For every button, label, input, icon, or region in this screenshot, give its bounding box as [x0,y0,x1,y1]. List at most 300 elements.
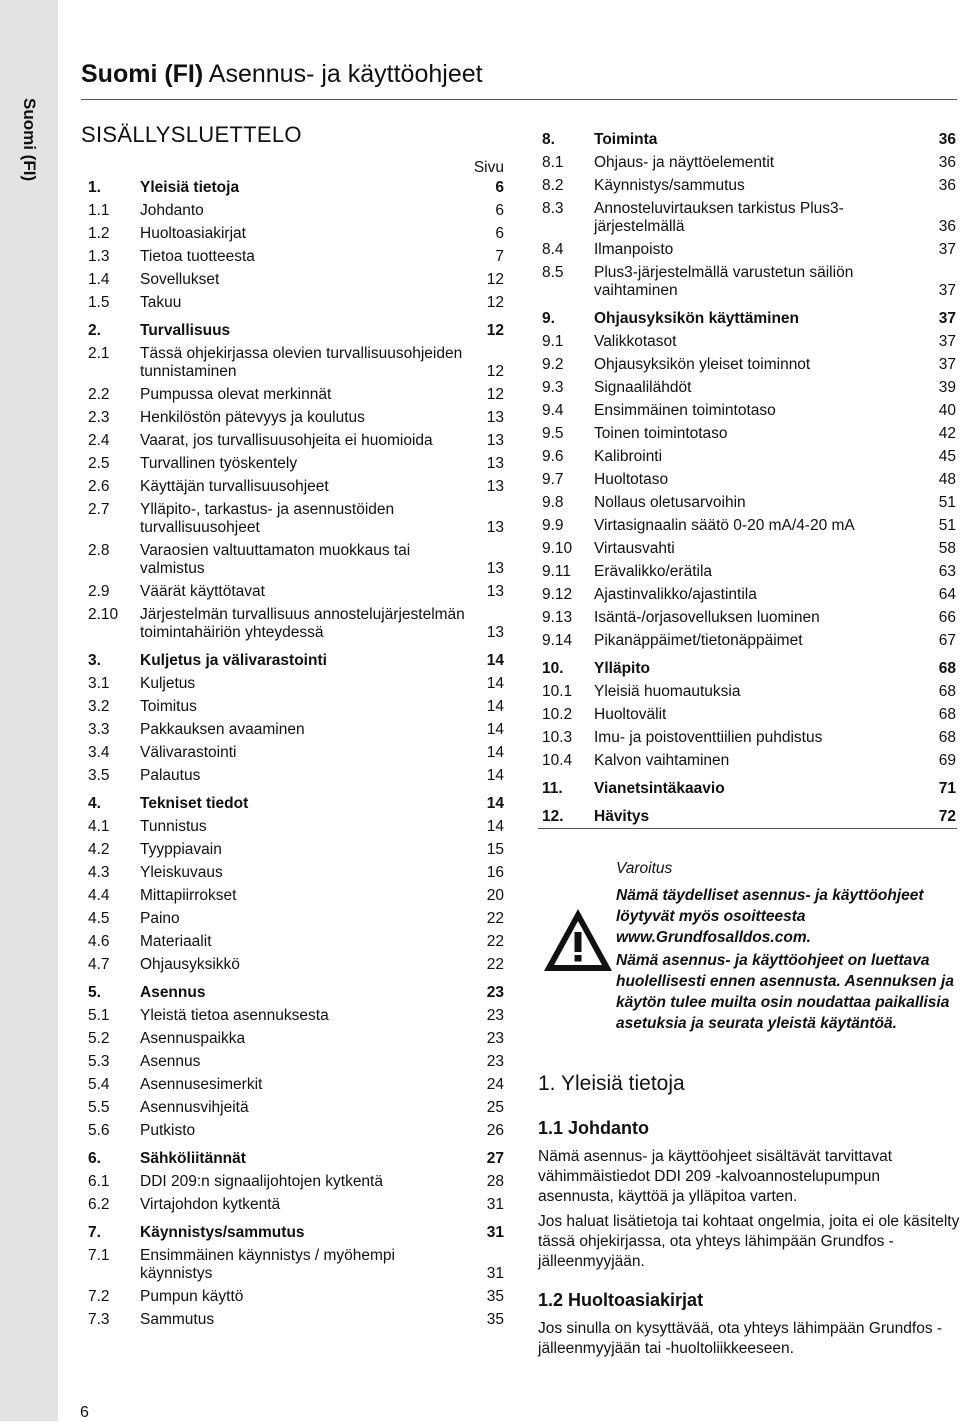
toc-entry-title: Asennusvihjeitä [140,1099,249,1116]
toc-entry-number: 9.9 [542,517,564,534]
toc-entry [88,910,504,928]
subsection-heading: 1.2 Huoltoasiakirjat [538,1290,704,1310]
toc-entry [542,586,956,604]
toc-entry [88,1122,504,1140]
toc-entry-title: Henkilöstön pätevyys ja koulutus [140,409,365,426]
toc-entry-number: 2.2 [88,386,110,403]
toc-entry-page: 37 [938,282,956,299]
toc-entry-title: Sähköliitännät [140,1150,246,1167]
toc-entry-title: Toiminta [594,131,658,148]
toc-entry-title: Materiaalit [140,933,212,950]
toc-entry-title: Tekniset tiedot [140,795,249,812]
toc-entry-title: Huoltotaso [594,471,669,488]
toc-entry-title: Turvallinen työskentely [140,455,298,472]
toc-entry [88,1053,504,1071]
toc-entry [542,264,956,300]
toc-entry [88,455,504,473]
toc-entry [88,248,504,266]
toc-entry-title: Kuljetus ja välivarastointi [140,652,327,669]
toc-entry-title: Pumpussa olevat merkinnät [140,386,332,403]
toc-entry [88,1288,504,1306]
toc-entry-title: Palautus [140,767,201,784]
toc-entry-title: Ohjausyksikkö [140,956,240,973]
toc-entry-page: 13 [486,519,504,536]
toc-entry-number: 4.4 [88,887,110,904]
toc-entry-number: 11. [542,780,563,797]
toc-entry-page: 20 [486,887,504,904]
toc-entry-title: Ohjausyksikön käyttäminen [594,310,800,327]
toc-entry-number: 4.6 [88,933,110,950]
toc-entry-number: 2.3 [88,409,110,426]
toc-entry-number: 8.1 [542,154,564,171]
toc-entry-number: 1.2 [88,225,110,242]
toc-entry-number: 8.5 [542,264,564,281]
toc-entry-number: 2. [88,322,101,339]
toc-entry [542,356,956,374]
toc-entry [88,698,504,716]
warning-box [616,858,958,1036]
toc-entry-page: 27 [486,1150,504,1167]
toc-entry-number: 5.1 [88,1007,110,1024]
toc-entry-number: 9.2 [542,356,564,373]
toc-entry [542,177,956,195]
toc-entry [88,818,504,836]
toc-entry-page: 14 [486,721,504,738]
toc-entry [542,379,956,397]
toc-entry-page: 14 [486,675,504,692]
toc-entry [542,241,956,259]
toc-entry-title: Huoltoasiakirjat [140,225,246,242]
toc-entry-title: Valikkotasot [594,333,677,350]
toc-entry-number: 7.2 [88,1288,110,1305]
toc-entry-title: Ajastinvalikko/ajastintila [594,586,757,603]
toc-entry-title: Tyyppiavain [140,841,222,858]
toc-entry-page: 37 [938,356,956,373]
subsection-heading: 1.1 Johdanto [538,1118,650,1138]
toc-entry-page: 23 [486,1030,504,1047]
toc-entry-number: 9.5 [542,425,564,442]
toc-entry-number: 1.3 [88,248,110,265]
toc-entry-number: 2.4 [88,432,110,449]
toc-entry-title: Virtausvahti [594,540,675,557]
toc-entry-title: Sovellukset [140,271,220,288]
toc-entry [542,706,956,724]
toc-entry-page: 12 [486,386,504,403]
toc-entry [542,425,956,443]
toc-entry-page: 13 [486,432,504,449]
toc-entry-number: 1. [88,179,101,196]
toc-entry-number: 10. [542,660,564,677]
toc-entry-title: Takuu [140,294,182,311]
toc-entry-number: 2.6 [88,478,110,495]
toc-entry-number: 2.5 [88,455,110,472]
toc-chapter-entry [88,1224,504,1242]
toc-chapter-entry [88,1150,504,1168]
toc-entry-number: 8.3 [542,200,564,217]
toc-entry-number: 6.2 [88,1196,110,1213]
toc-entry-page: 36 [938,154,956,171]
toc-entry-page: 12 [486,271,504,288]
toc-entry-number: 9.11 [542,563,572,580]
toc-entry-number: 3.1 [88,675,110,692]
toc-entry-title: Ylläpito-, tarkastus- ja asennustöiden turvallisuusohjeet [140,501,395,536]
toc-entry-title: Toimitus [140,698,197,715]
toc-entry-page: 6 [495,179,504,196]
toc-entry-title: Erävalikko/erätila [594,563,713,580]
toc-entry-number: 5.5 [88,1099,110,1116]
warning-triangle-icon [541,906,615,974]
toc-entry-title: Turvallisuus [140,322,231,339]
toc-entry-page: 51 [938,494,956,511]
toc-entry [88,744,504,762]
toc-entry-title: Yleiskuvaus [140,864,223,881]
toc-entry-page: 15 [486,841,504,858]
toc-entry-page: 68 [938,729,956,746]
toc-entry [542,563,956,581]
toc-entry-number: 8.4 [542,241,564,258]
toc-entry-page: 13 [486,409,504,426]
toc-entry-title: Huoltovälit [594,706,667,723]
toc-entry-number: 2.7 [88,501,110,518]
toc-entry-number: 10.1 [542,683,573,700]
toc-entry [88,294,504,312]
toc-entry [542,540,956,558]
warning-paragraph: Nämä asennus- ja käyttöohjeet on luettava huolellisesti ennen asennusta. Asennuksen ja käytön tulee muilta osin noudattaa paikallisia asetuksia ja seurata yleistä käytäntöä. [616,952,954,1032]
toc-entry-page: 14 [486,767,504,784]
toc-entry-number: 5.2 [88,1030,110,1047]
page-title-text: Asennus- ja käyttöohjeet [208,60,483,88]
toc-entry [88,478,504,496]
toc-entry-number: 9.4 [542,402,564,419]
page-title [81,60,483,89]
toc-chapter-entry [88,984,504,1002]
toc-entry-number: 8.2 [542,177,564,194]
toc-chapter-entry [88,322,504,340]
toc-entry-page: 25 [486,1099,504,1116]
toc-page-column-label: Sivu [473,159,504,176]
toc-entry-page: 64 [938,586,956,603]
toc-entry [88,432,504,450]
toc-entry-title: Käyttäjän turvallisuusohjeet [140,478,329,495]
toc-entry-page: 13 [486,583,504,600]
toc-entry-title: Väärät käyttötavat [140,583,265,600]
toc-entry-title: Varaosien valtuuttamaton muokkaus tai valmistus [140,542,411,577]
toc-entry [88,887,504,905]
toc-entry-number: 5.6 [88,1122,110,1139]
toc-right-column [542,131,956,826]
toc-entry-title: Isäntä-/orjasovelluksen luominen [594,609,820,626]
toc-entry-title: Tietoa tuotteesta [140,248,255,265]
toc-entry-page: 23 [486,1007,504,1024]
toc-entry-title: Johdanto [140,202,204,219]
toc-entry [88,1099,504,1117]
toc-entry-page: 24 [486,1076,504,1093]
toc-entry-page: 13 [486,478,504,495]
toc-entry-page: 13 [486,455,504,472]
toc-entry-number: 9.13 [542,609,573,626]
toc-entry-number: 5. [88,984,101,1001]
toc-entry [88,606,504,642]
toc-entry-number: 3. [88,652,101,669]
toc-entry-page: 7 [495,248,504,265]
toc-entry-page: 66 [938,609,956,626]
toc-entry-number: 6. [88,1150,101,1167]
toc-entry [88,225,504,243]
toc-entry [542,448,956,466]
toc-entry-title: Virtajohdon kytkentä [140,1196,281,1213]
toc-entry-number: 5.4 [88,1076,110,1093]
toc-entry-page: 72 [938,808,956,825]
toc-entry-title: Tässä ohjekirjassa olevien turvallisuusohjeiden tunnistaminen [140,345,463,380]
toc-entry-title: Asennuspaikka [140,1030,246,1047]
toc-entry-title: Yleisiä huomautuksia [594,683,741,700]
toc-entry-title: Annosteluvirtauksen tarkistus Plus3-järjestelmällä [594,200,844,235]
toc-entry-page: 22 [486,956,504,973]
toc-entry [88,583,504,601]
toc-entry-number: 9.12 [542,586,573,603]
toc-entry-number: 9. [542,310,555,327]
toc-entry [88,1247,504,1283]
toc-entry-number: 1.4 [88,271,110,288]
toc-entry-title: Yleistä tietoa asennuksesta [140,1007,329,1024]
toc-entry-title: Kalvon vaihtaminen [594,752,730,769]
toc-entry-page: 51 [938,517,956,534]
toc-entry-title: Signaalilähdöt [594,379,692,396]
toc-entry-number: 7. [88,1224,101,1241]
toc-entry [88,409,504,427]
toc-entry-title: Ilmanpoisto [594,241,674,258]
toc-entry-number: 5.3 [88,1053,110,1070]
toc-entry-page: 12 [486,363,504,380]
toc-entry-page: 37 [938,241,956,258]
toc-entry-title: Sammutus [140,1311,215,1328]
sidebar-language-label: Suomi (FI) [20,98,39,182]
toc-entry [88,1173,504,1191]
toc-entry-page: 23 [486,984,504,1001]
toc-entry-title: Pumpun käyttö [140,1288,244,1305]
toc-entry-title: Käynnistys/sammutus [140,1224,305,1241]
toc-entry-number: 4.3 [88,864,110,881]
toc-entry-title: Plus3-järjestelmällä varustetun säiliön vaihtaminen [594,264,854,299]
toc-entry-number: 6.1 [88,1173,110,1190]
toc-entry [542,729,956,747]
toc-entry [88,675,504,693]
toc-entry-page: 35 [486,1311,504,1328]
toc-entry-page: 16 [486,864,504,881]
toc-entry [88,933,504,951]
toc-entry-title: Kuljetus [140,675,196,692]
toc-chapter-entry [542,131,956,149]
toc-entry-page: 69 [938,752,956,769]
toc-entry-title: Ylläpito [594,660,650,677]
toc-entry-number: 7.1 [88,1247,110,1264]
toc-entry-page: 12 [486,294,504,311]
toc-entry [542,200,956,236]
toc-entry [88,386,504,404]
toc-entry [542,402,956,420]
toc-entry [542,609,956,627]
toc-entry-number: 2.10 [88,606,119,623]
toc-entry-number: 9.8 [542,494,564,511]
page-title-language: Suomi (FI) [81,60,204,88]
toc-chapter-entry [542,808,956,826]
toc-entry-number: 2.8 [88,542,110,559]
toc-entry [88,501,504,537]
toc-entry-number: 2.1 [88,345,110,362]
toc-entry [88,271,504,289]
toc-entry-number: 4.1 [88,818,110,835]
toc-entry-number: 1.1 [88,202,110,219]
toc-entry-page: 63 [938,563,956,580]
toc-entry-number: 4. [88,795,101,812]
toc-entry-number: 2.9 [88,583,110,600]
toc-entry-page: 14 [486,698,504,715]
toc-entry-page: 13 [486,624,504,641]
toc-entry-number: 9.6 [542,448,564,465]
toc-entry-page: 68 [938,683,956,700]
toc-chapter-entry [88,795,504,813]
toc-entry-title: Asennus [140,984,206,1001]
toc-entry-page: 37 [938,310,956,327]
toc-entry [542,471,956,489]
toc-entry-title: Imu- ja poistoventtiilien puhdistus [594,729,823,746]
toc-entry-page: 40 [938,402,956,419]
toc-entry-number: 9.3 [542,379,564,396]
toc-entry-title: Vaarat, jos turvallisuusohjeita ei huomioida [140,432,433,449]
toc-entry-title: Kalibrointi [594,448,663,465]
toc-entry-page: 14 [486,744,504,761]
toc-entry-title: Ensimmäinen käynnistys / myöhempi käynnistys [140,1247,395,1282]
toc-entry-number: 3.5 [88,767,110,784]
toc-entry-page: 6 [495,202,504,219]
toc-entry-number: 4.5 [88,910,110,927]
warning-paragraph: Nämä täydelliset asennus- ja käyttöohjeet löytyvät myös osoitteesta www.Grundfosalldos.com. [616,887,924,946]
toc-entry [88,202,504,220]
toc-entry-number: 12. [542,808,564,825]
section-heading: 1. Yleisiä tietoja [538,1072,685,1095]
toc-entry-title: Putkisto [140,1122,196,1139]
toc-entry-page: 26 [486,1122,504,1139]
toc-entry-page: 67 [938,632,956,649]
toc-entry [542,517,956,535]
toc-entry-number: 1.5 [88,294,110,311]
toc-entry-title: Hävitys [594,808,650,825]
toc-entry-title: Nollaus oletusarvoihin [594,494,746,511]
toc-entry-title: Välivarastointi [140,744,237,761]
toc-entry-title: Pakkauksen avaaminen [140,721,305,738]
toc-entry-page: 45 [938,448,956,465]
body-paragraph: Nämä asennus- ja käyttöohjeet sisältävät tarvittavat vähimmäistiedot DDI 209 -kalvoannostelupumpun asennusta, käyttöä ja ylläpitoa varten. [538,1148,893,1205]
toc-entry [88,767,504,785]
toc-entry [88,1311,504,1329]
toc-entry-page: 31 [486,1265,504,1282]
toc-entry-page: 22 [486,933,504,950]
toc-entry [88,345,504,381]
toc-entry-page: 14 [486,818,504,835]
toc-heading: SISÄLLYSLUETTELO [81,122,302,147]
page-number: 6 [80,1404,89,1421]
toc-entry-page: 31 [486,1224,504,1241]
toc-entry [542,333,956,351]
toc-left-column [88,179,504,1329]
header-rule [81,99,957,100]
toc-entry-number: 10.4 [542,752,573,769]
body-paragraph: Jos haluat lisätietoja tai kohtaat ongelmia, joita ei ole käsitelty tässä ohjekirjassa, ota yhteys lähimpään Grundfos -jälleenmyyjään. [538,1213,960,1270]
toc-entry [88,841,504,859]
warning-label: Varoitus [616,860,673,877]
toc-entry-title: Tunnistus [140,818,207,835]
toc-entry-page: 68 [938,660,956,677]
toc-entry [88,956,504,974]
language-sidebar [0,0,58,1421]
toc-entry-page: 13 [486,560,504,577]
toc-chapter-entry [88,652,504,670]
toc-entry-number: 10.3 [542,729,573,746]
toc-entry-title: Pikanäppäimet/tietonäppäimet [594,632,803,649]
toc-entry-page: 42 [938,425,956,442]
toc-entry-page: 6 [495,225,504,242]
toc-entry [88,721,504,739]
toc-entry-page: 28 [486,1173,504,1190]
toc-entry-number: 9.10 [542,540,573,557]
toc-entry-page: 31 [486,1196,504,1213]
toc-entry-title: Järjestelmän turvallisuus annostelujärjestelmän toimintahäiriön yhteydessä [140,606,465,641]
toc-entry [88,1030,504,1048]
toc-entry-title: Asennusesimerkit [140,1076,263,1093]
toc-entry-title: Ohjaus- ja näyttöelementit [594,154,775,171]
toc-entry-number: 8. [542,131,555,148]
toc-entry [88,1076,504,1094]
toc-entry-title: Virtasignaalin säätö 0-20 mA/4-20 mA [594,517,855,534]
toc-entry-title: DDI 209:n signaalijohtojen kytkentä [140,1173,383,1190]
toc-entry-page: 22 [486,910,504,927]
toc-entry-page: 12 [486,322,504,339]
toc-entry-title: Toinen toimintotaso [594,425,728,442]
toc-chapter-entry [542,310,956,328]
toc-entry-number: 3.3 [88,721,110,738]
toc-entry [542,154,956,172]
toc-entry-number: 7.3 [88,1311,110,1328]
toc-entry [88,1007,504,1025]
toc-entry-number: 9.7 [542,471,564,488]
toc-entry [542,683,956,701]
toc-entry-number: 3.4 [88,744,110,761]
toc-entry [88,542,504,578]
toc-entry-page: 36 [938,177,956,194]
toc-entry-page: 23 [486,1053,504,1070]
toc-chapter-entry [542,660,956,678]
toc-entry [542,494,956,512]
toc-entry-title: Mittapiirrokset [140,887,237,904]
toc-chapter-entry [542,780,956,798]
toc-entry-title: Käynnistys/sammutus [594,177,745,194]
toc-chapter-entry [88,179,504,197]
section-divider [538,828,957,829]
toc-entry-page: 14 [486,652,504,669]
toc-entry-page: 14 [486,795,504,812]
toc-entry-title: Yleisiä tietoja [140,179,240,196]
toc-entry-page: 36 [938,131,956,148]
body-paragraph: Jos sinulla on kysyttävää, ota yhteys lähimpään Grundfos -jälleenmyyjään tai -huoltoliikkeeseen. [538,1320,943,1357]
toc-entry-page: 36 [938,218,956,235]
toc-entry [88,864,504,882]
toc-entry-title: Vianetsintäkaavio [594,780,725,797]
toc-entry-page: 58 [938,540,956,557]
toc-entry-title: Paino [140,910,180,927]
toc-entry-title: Asennus [140,1053,201,1070]
toc-entry-page: 48 [938,471,956,488]
toc-entry [542,752,956,770]
